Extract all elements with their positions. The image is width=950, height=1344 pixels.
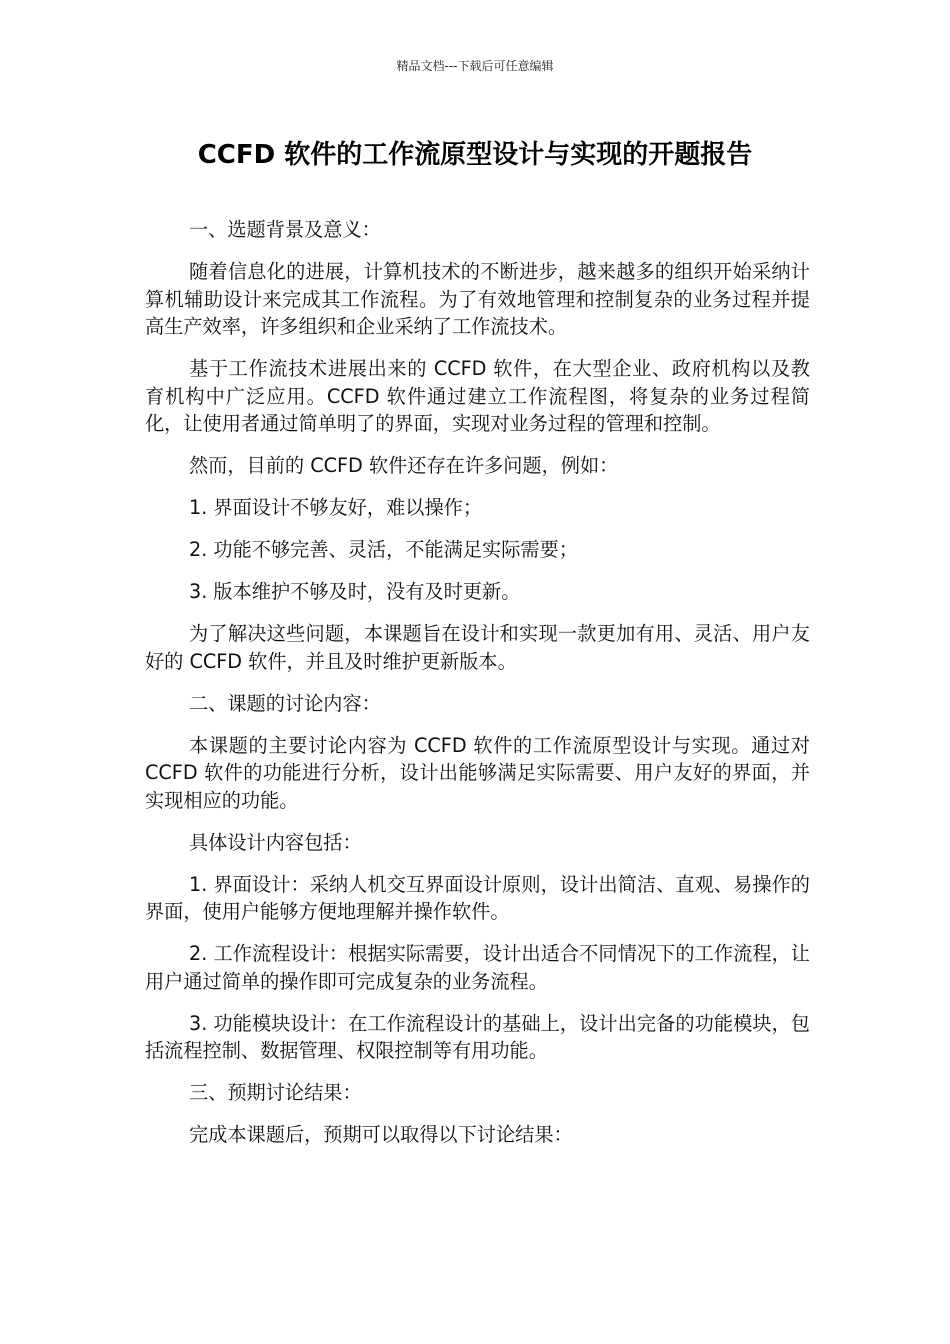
paragraph-content-main: 本课题的主要讨论内容为 CCFD 软件的工作流原型设计与实现。通过对 CCFD 软件的功能进行分析，设计出能够满足实际需要、用户友好的界面，并实现相应的功能。 <box>145 733 810 812</box>
list-item-problem-2: 2. 功能不够完善、灵活，不能满足实际需要； <box>189 538 578 561</box>
paragraph-results-intro: 完成本课题后，预期可以取得以下讨论结果： <box>189 1123 573 1146</box>
section-heading-results: 三、预期讨论结果： <box>189 1081 362 1104</box>
list-item-problem-3: 3. 版本维护不够及时，没有及时更新。 <box>189 580 521 603</box>
list-item-design-1: 1. 界面设计：采纳人机交互界面设计原则，设计出简洁、直观、易操作的界面，使用户能够方便地理解并操作软件。 <box>145 872 810 923</box>
document-title: CCFD 软件的工作流原型设计与实现的开题报告 <box>197 140 753 170</box>
paragraph-problems-intro: 然而，目前的 CCFD 软件还存在许多问题，例如： <box>189 454 619 477</box>
paragraph-goal: 为了解决这些问题，本课题旨在设计和实现一款更加有用、灵活、用户友好的 CCFD 软件，并且及时维护更新版本。 <box>145 622 810 673</box>
section-heading-content: 二、课题的讨论内容： <box>189 691 381 715</box>
paragraph-design-intro: 具体设计内容包括： <box>189 830 362 854</box>
page-header-watermark: 精品文档---下载后可任意编辑 <box>396 59 554 73</box>
list-item-problem-1: 1. 界面设计不够友好，难以操作； <box>189 496 483 519</box>
paragraph-background-2: 基于工作流技术进展出来的 CCFD 软件，在大型企业、政府机构以及教育机构中广泛应用。CCFD 软件通过建立工作流程图，将复杂的业务过程简化，让使用者通过简单明了的界面，实现对业务过程的管理和控制。 <box>145 357 810 435</box>
list-item-design-2: 2. 工作流程设计：根据实际需要，设计出适合不同情况下的工作流程，让用户通过简单的操作即可完成复杂的业务流程。 <box>145 942 810 993</box>
list-item-design-3: 3. 功能模块设计：在工作流程设计的基础上，设计出完备的功能模块，包括流程控制、数据管理、权限控制等有用功能。 <box>145 1011 810 1062</box>
paragraph-background-1: 随着信息化的进展，计算机技术的不断进步，越来越多的组织开始采纳计算机辅助设计来完成其工作流程。为了有效地管理和控制复杂的业务过程并提高生产效率，许多组织和企业采纳了工作流技术。 <box>145 260 810 338</box>
document-body <box>145 216 810 1163</box>
section-heading-background: 一、选题背景及意义： <box>189 218 381 241</box>
